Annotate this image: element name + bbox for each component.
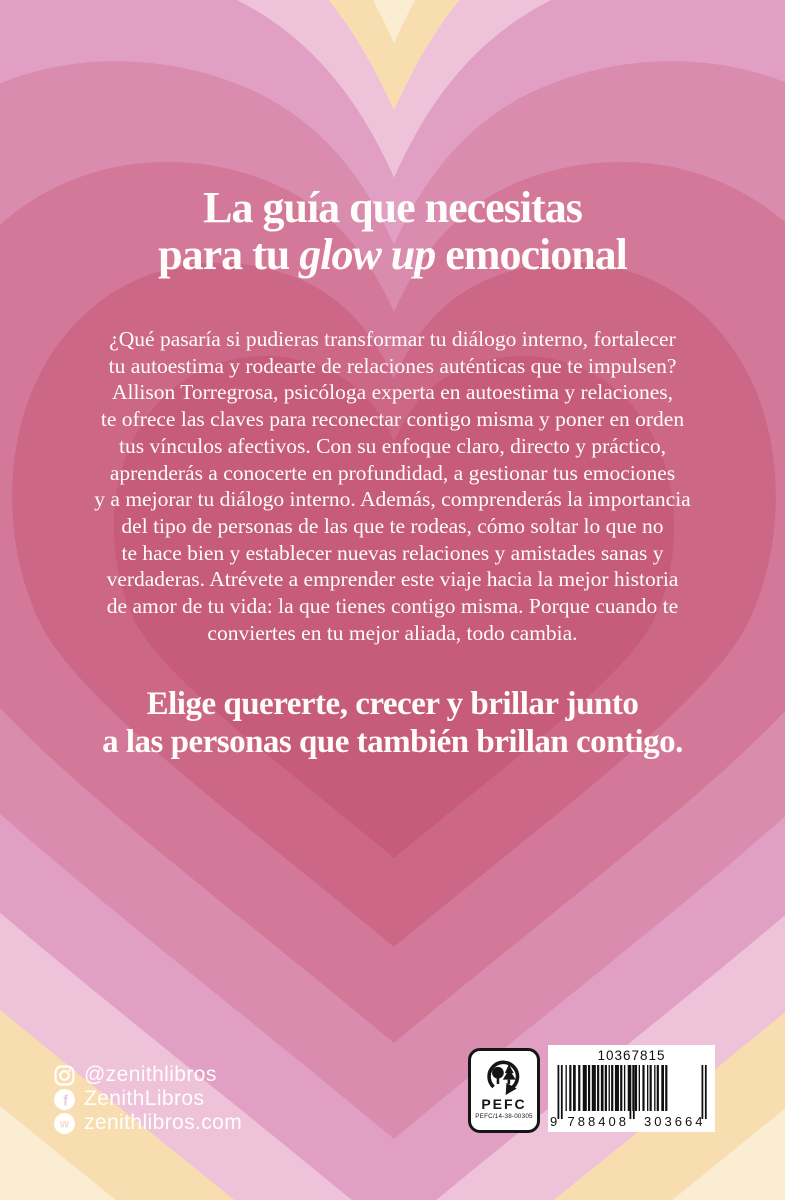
pefc-certification-stamp — [468, 1048, 540, 1133]
facebook-handle: ZenithLibros — [84, 1087, 205, 1110]
blurb-paragraph — [0, 326, 785, 646]
svg-text:f: f — [63, 1093, 69, 1110]
isbn-barcode-block — [548, 1045, 715, 1132]
isbn-prefix: 9 — [550, 1114, 558, 1129]
blurb-line: conviertes en tu mejor aliada, todo cambia. — [207, 620, 578, 645]
blurb-line: de amor de tu vida: la que tienes contigo misma. Porque cuando te — [106, 594, 679, 619]
headline — [0, 184, 785, 278]
blurb-line: Allison Torregrosa, psicóloga experta en autoestima y relaciones, — [111, 380, 674, 405]
headline-italic-phrase: glow up — [299, 230, 436, 279]
pefc-label: PEFC — [481, 1096, 527, 1112]
barcode-top-number: 10367815 — [597, 1048, 666, 1063]
blurb-line: y a mejorar tu diálogo interno. Además, comprenderás la importancia — [94, 487, 691, 512]
barcode-bars — [557, 1065, 707, 1119]
blurb-line: del tipo de personas de las que te rodeas, cómo soltar lo que no — [121, 513, 664, 538]
social-row-instagram — [54, 1063, 242, 1087]
blurb-line: ¿Qué pasaría si pudieras transformar tu diálogo interno, fortalecer — [109, 327, 676, 351]
tagline-line1: Elige quererte, crecer y brillar junto — [146, 686, 639, 722]
blurb-line: te hace bien y establecer nuevas relaciones y amistades sanas y — [121, 540, 664, 565]
headline-line1: La guía que necesitas — [203, 183, 582, 232]
website-icon — [54, 1113, 75, 1134]
social-row-facebook — [54, 1087, 242, 1111]
social-row-website — [54, 1111, 242, 1135]
isbn-group1: 788408 — [567, 1114, 629, 1129]
pefc-cert-code: PEFC/14-38-00305 — [475, 1113, 533, 1120]
social-links-block — [54, 1063, 242, 1135]
headline-line2: para tu glow up emocional — [158, 230, 627, 279]
instagram-handle: @zenithlibros — [84, 1063, 217, 1086]
svg-text:w: w — [60, 1118, 69, 1131]
instagram-icon — [54, 1065, 75, 1086]
isbn-group2: 303664 — [644, 1114, 706, 1129]
pefc-trees-logo-icon — [478, 1056, 530, 1096]
isbn-digits — [550, 1114, 713, 1129]
blurb-line: aprenderás a conocerte en profundidad, a gestionar tus emociones — [109, 460, 676, 485]
blurb-line: tu autoestima y rodearte de relaciones auténticas que te impulsen? — [108, 353, 677, 378]
blurb-line: verdaderas. Atrévete a emprender este viaje hacia la mejor historia — [106, 567, 679, 592]
blurb-line: te ofrece las claves para reconectar contigo misma y poner en orden — [100, 407, 685, 432]
website-url: zenithlibros.com — [84, 1111, 243, 1134]
blurb-line: tus vínculos afectivos. Con su enfoque claro, directo y práctico, — [119, 433, 666, 458]
tagline-line2: a las personas que también brillan contigo. — [102, 723, 683, 760]
tagline — [0, 686, 785, 761]
facebook-icon — [54, 1089, 75, 1110]
